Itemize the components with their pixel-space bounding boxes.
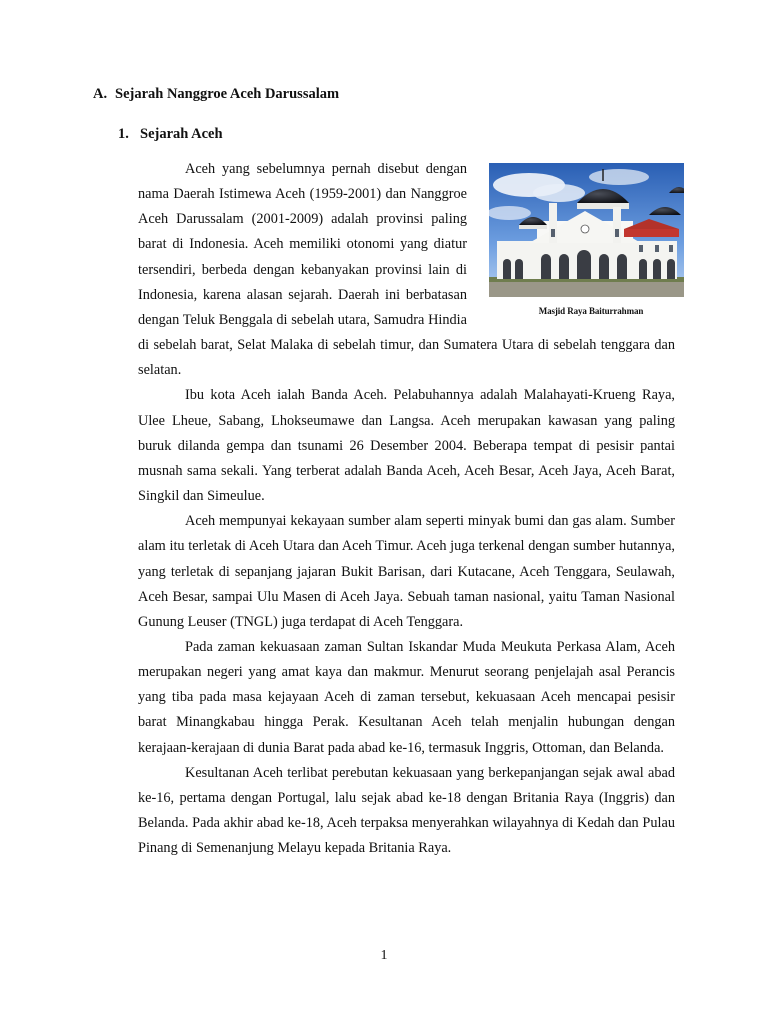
page-number: 1 [380, 948, 388, 963]
paragraph: Ibu kota Aceh ialah Banda Aceh. Pelabuhannya adalah Malahayati-Krueng Raya, Ulee Lheue, Sabang, Lhokseumawe dan Langsa. Aceh merupakan kawasan yang paling buruk dilanda gempa dan tsunami 26 Desember 2004. Beberapa tempat di pesisir pantai musnah sama sekali. Yang terberat adalah Banda Aceh, Aceh Besar, Aceh Jaya, Aceh Barat, Singkil dan Simeulue. [138, 387, 675, 505]
paragraph: Pada zaman kekuasaan zaman Sultan Iskandar Muda Meukuta Perkasa Alam, Aceh merupakan negeri yang amat kaya dan makmur. Menurut seorang penjelajah asal Perancis yang tiba pada masa kejayaan Aceh di zaman tersebut, kekuasaan Aceh mencapai pesisir barat Minangkabau hingga Perak. Kesultanan Aceh telah menjalin hubungan dengan kerajaan-kerajaan di dunia Barat pada abad ke-16, termasuk Inggris, Ottoman, dan Belanda. [138, 638, 675, 756]
section-number: A. [93, 86, 108, 102]
subsection-heading [118, 126, 223, 143]
figure [481, 163, 691, 317]
figure-caption: Masjid Raya Baiturrahman [538, 306, 644, 316]
subsection-number: 1. [118, 126, 129, 142]
mosque-photo [489, 163, 684, 297]
section-heading [93, 86, 339, 103]
section-title: Sejarah Nanggroe Aceh Darussalam [115, 86, 340, 102]
document-body [138, 157, 675, 861]
subsection-title: Sejarah Aceh [140, 126, 223, 142]
paragraph: Aceh mempunyai kekayaan sumber alam seperti minyak bumi dan gas alam. Sumber alam itu terletak di Aceh Utara dan Aceh Timur. Aceh juga terkenal dengan sumber hutannya, yang terletak di sepanjang jajaran Bukit Barisan, dari Kutacane, Aceh Tenggara, Seulawah, Aceh Besar, sampai Ulu Masen di Aceh Jaya. Sebuah taman nasional, yaitu Taman Nasional Gunung Leuser (TNGL) juga terdapat di Aceh Tenggara. [138, 513, 675, 630]
paragraph: Aceh yang sebelumnya pernah disebut dengan nama Daerah Istimewa Aceh (1959-2001) dan Nanggroe Aceh Darussalam (2001-2009) adalah provinsi paling barat di Indonesia. Aceh memiliki otonomi yang diatur tersendiri, berbeda dengan kebanyakan provinsi lain di Indonesia, karena alasan sejarah. Daerah ini berbatasan dengan Teluk Benggala di sebelah utara, Samudra Hindia di sebelah barat, Selat Malaka di sebelah timur, dan Sumatera Utara di sebelah tenggara dan selatan. [138, 161, 675, 379]
paragraph: Kesultanan Aceh terlibat perebutan kekuasaan yang berkepanjangan sejak awal abad ke-16, pertama dengan Portugal, lalu sejak abad ke-18 dengan Britania Raya (Inggris) dan Belanda. Pada akhir abad ke-18, Aceh terpaksa menyerahkan wilayahnya di Kedah dan Pulau Pinang di Semenanjung Melayu kepada Britania Raya. [138, 764, 675, 857]
